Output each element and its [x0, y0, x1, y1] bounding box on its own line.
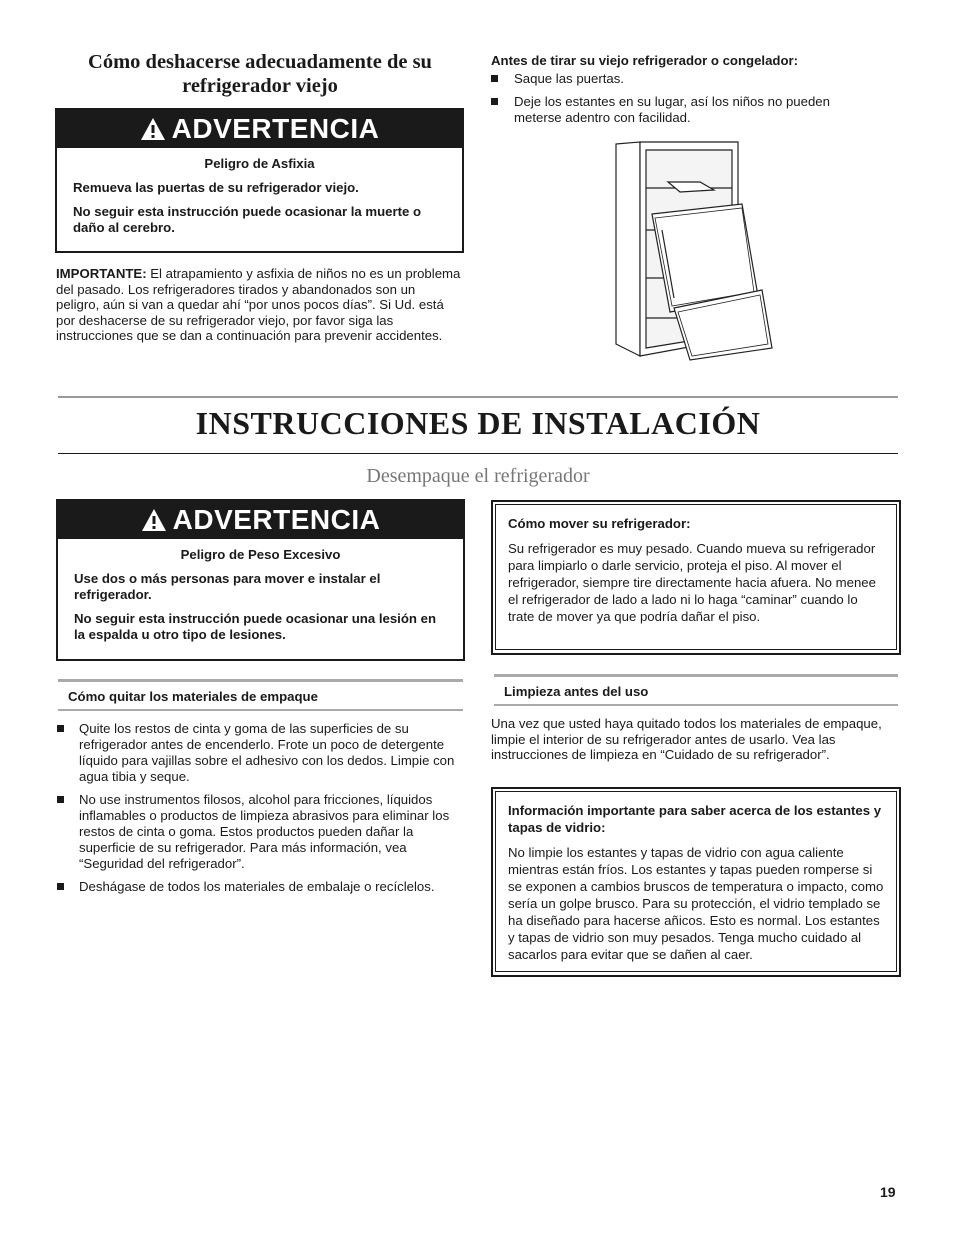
square-bullet-icon — [491, 75, 498, 82]
warning-header-label: ADVERTENCIA — [172, 504, 381, 535]
warning-line-1: Use dos o más personas para mover e instalar el refrigerador. — [74, 571, 381, 602]
section-subtitle: Desempaque el refrigerador — [366, 465, 590, 487]
important-paragraph — [56, 266, 462, 344]
move-info-inner — [495, 504, 897, 650]
packing-heading: Cómo quitar los materiales de empaque — [58, 679, 463, 708]
important-label: IMPORTANTE: — [56, 266, 147, 281]
cleaning-heading: Limpieza antes del uso — [494, 674, 898, 703]
warning-line-1: Remueva las puertas de su refrigerador viejo. — [73, 180, 359, 195]
section-rule-bottom — [58, 453, 898, 454]
cleaning-text: Una vez que usted haya quitado todos los materiales de empaque, limpie el interior de su refrigerador antes de usarlo. Vea las instrucciones de limpieza en “Cuidado de su refrigerador”. — [491, 716, 882, 763]
weight-warning-box — [56, 499, 465, 661]
glass-heading: Información importante para saber acerca de los estantes y tapas de vidrio: — [508, 803, 882, 835]
warning-hazard: Peligro de Peso Excesivo — [180, 547, 341, 562]
cleaning-heading-rule — [494, 704, 898, 706]
warning-header — [58, 501, 463, 539]
warning-triangle-icon — [141, 508, 167, 532]
warning-header — [57, 110, 462, 148]
packing-list — [57, 721, 467, 902]
list-item: No use instrumentos filosos, alcohol para fricciones, líquidos inflamables o productos de limpieza abrasivos para eliminar los restos de cinta o goma. Estos productos pueden dañar la superficie de su refrigerador. Para más información, vea “Seguridad del refrigerador”. — [57, 792, 467, 872]
warning-triangle-icon — [140, 117, 166, 141]
warning-line-2: No seguir esta instrucción puede ocasionar la muerte o daño al cerebro. — [73, 204, 422, 235]
section-rule-top — [58, 396, 898, 398]
page-number: 19 — [880, 1184, 896, 1200]
move-heading: Cómo mover su refrigerador: — [508, 516, 691, 531]
before-discard-list — [491, 71, 871, 133]
list-item: Deshágase de todos los materiales de embalaje o recíclelos. — [57, 879, 467, 895]
warning-body — [58, 539, 463, 661]
glass-text: No limpie los estantes y tapas de vidrio con agua caliente mientras están fríos. Los estantes y tapas pueden romperse si se exponen a cambios bruscos de temperatura o impacto, como sería un golpe brusco. Para su protección, el vidrio templado se ha diseñado para hacerse añicos. Esto es normal. Los estantes y tapas de vidrio son muy pesados. Tenga mucho cuidado al sacarlos para evitar que se dañen al caer. — [508, 845, 884, 962]
glass-info-inner — [495, 791, 897, 972]
glass-info-box — [491, 787, 901, 977]
list-item: Saque las puertas. — [491, 71, 871, 87]
refrigerator-illustration — [610, 138, 780, 368]
asphyxia-warning-box — [55, 108, 464, 253]
move-info-box — [491, 500, 901, 655]
warning-hazard: Peligro de Asfixia — [204, 156, 315, 171]
packing-heading-rule — [58, 709, 463, 711]
warning-header-label: ADVERTENCIA — [171, 113, 380, 144]
list-item: Deje los estantes en su lugar, así los niños no pueden meterse adentro con facilidad. — [491, 94, 871, 126]
warning-body — [57, 148, 462, 254]
warning-line-2: No seguir esta instrucción puede ocasionar una lesión en la espalda u otro tipo de lesiones. — [74, 611, 437, 642]
before-discard-heading: Antes de tirar su viejo refrigerador o congelador: — [491, 53, 799, 68]
square-bullet-icon — [57, 725, 64, 732]
page-title: INSTRUCCIONES DE INSTALACIÓN — [195, 405, 761, 441]
list-item: Quite los restos de cinta y goma de las superficies de su refrigerador antes de encenderlo. Frote un poco de detergente líquido para vajillas sobre el adhesivo con los dedos. Limpie con agua tibia y seque. — [57, 721, 467, 785]
move-text: Su refrigerador es muy pesado. Cuando mueva su refrigerador para limpiarlo o darle servicio, proteja el piso. Al mover el refrigerador, siempre tire directamente hacia afuera. No menee el refrigerador de lado a lado ni lo haga “caminar” cuando lo trate de mover ya que podría dañar el piso. — [508, 541, 876, 624]
important-text: El atrapamiento y asfixia de niños no es un problema del pasado. Los refrigeradores tirados y abandonados son un peligro, aún si van a quedar ahí “por unos pocos días”. Si Ud. está por deshacerse de su refrigerador viejo, por favor siga las instrucciones que se dan a continuación para prevenir accidentes. — [56, 266, 461, 344]
square-bullet-icon — [57, 883, 64, 890]
square-bullet-icon — [57, 796, 64, 803]
square-bullet-icon — [491, 98, 498, 105]
disposal-title: Cómo deshacerse adecuadamente de su refrigerador viejo — [88, 51, 432, 97]
